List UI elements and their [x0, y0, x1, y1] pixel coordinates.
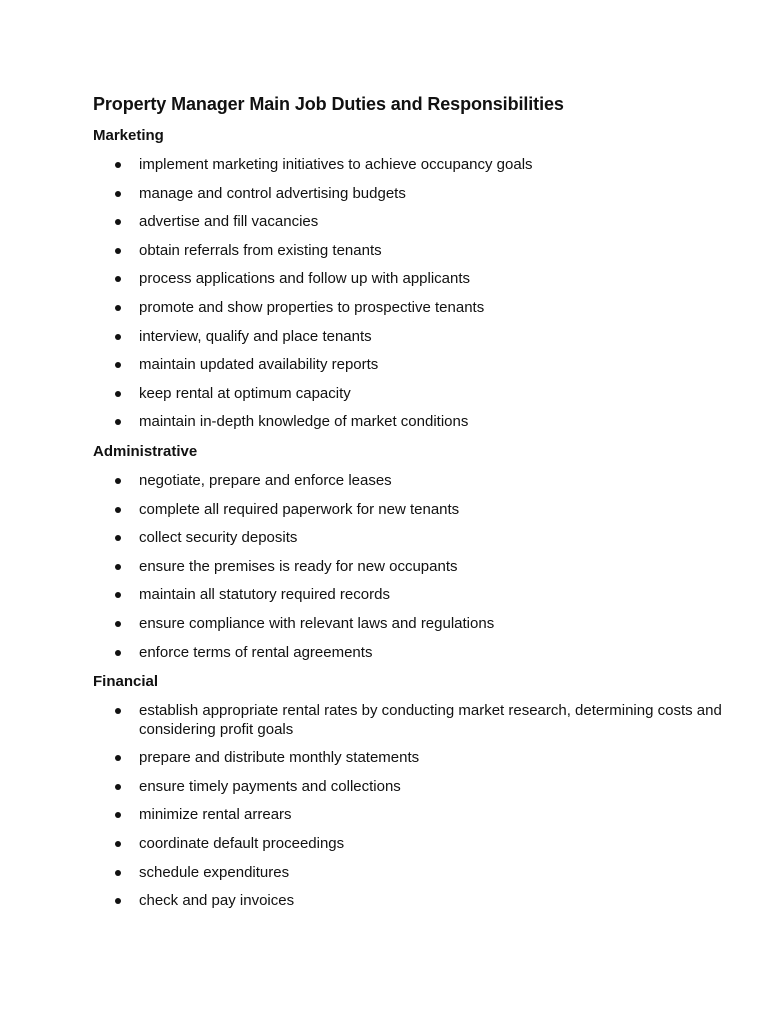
list-item-text: coordinate default proceedings [139, 835, 345, 853]
list-item [93, 156, 733, 175]
bullet-icon [115, 564, 121, 570]
list-item [93, 586, 733, 605]
bullet-icon [115, 841, 121, 847]
list-item-text: check and pay invoices [139, 892, 295, 910]
section-heading-marketing: Marketing [93, 127, 164, 144]
bullet-icon [115, 391, 121, 397]
list-item-text: prepare and distribute monthly statements [139, 749, 420, 767]
bullet-icon [115, 419, 121, 425]
page-title: Property Manager Main Job Duties and Responsibilities [93, 94, 564, 114]
list-item-text: manage and control advertising budgets [139, 184, 406, 202]
list-item-text: ensure the premises is ready for new occupants [139, 557, 458, 575]
list-item [93, 644, 733, 663]
list-item [93, 806, 733, 825]
list-item-text: ensure compliance with relevant laws and regulations [139, 614, 495, 632]
list-item-text: promote and show properties to prospective tenants [139, 298, 485, 316]
bullet-icon [115, 276, 121, 282]
list-item [93, 501, 733, 520]
list-item [93, 472, 733, 491]
list-item-text: maintain updated availability reports [139, 356, 379, 374]
list-item [93, 185, 733, 204]
list-item-text: complete all required paperwork for new tenants [139, 500, 460, 518]
bullet-icon [115, 708, 121, 714]
list-item-text: establish appropriate rental rates by conducting market research, determining costs and considering profit goals [139, 702, 722, 738]
bullet-icon [115, 650, 121, 656]
list-item [93, 778, 733, 797]
bullet-icon [115, 478, 121, 484]
list-item [93, 413, 733, 432]
list-item-text: obtain referrals from existing tenants [139, 241, 382, 259]
section-administrative [93, 442, 733, 662]
bullet-icon [115, 362, 121, 368]
bullet-icon [115, 784, 121, 790]
bullet-icon [115, 219, 121, 225]
list-item [93, 529, 733, 548]
bullet-icon [115, 812, 121, 818]
bullet-icon [115, 535, 121, 541]
list-item [93, 558, 733, 577]
section-financial [93, 672, 733, 911]
list-item [93, 270, 733, 289]
list-item-text: advertise and fill vacancies [139, 213, 319, 231]
list-item [93, 864, 733, 883]
document-content [93, 92, 733, 921]
bullet-icon [115, 334, 121, 340]
bullet-icon [115, 755, 121, 761]
list-item-text: ensure timely payments and collections [139, 777, 401, 795]
list-item-text: process applications and follow up with applicants [139, 270, 471, 288]
list-item [93, 892, 733, 911]
bullet-icon [115, 248, 121, 254]
list-item [93, 749, 733, 768]
list-item [93, 835, 733, 854]
section-heading-administrative: Administrative [93, 442, 198, 460]
section-heading-financial: Financial [93, 673, 159, 691]
list-item [93, 213, 733, 232]
list-item [93, 328, 733, 347]
list-item [93, 615, 733, 634]
list-item-text: implement marketing initiatives to achieve occupancy goals [139, 156, 533, 173]
list-item-text: maintain in-depth knowledge of market conditions [139, 413, 469, 431]
list-item-text: keep rental at optimum capacity [139, 384, 351, 402]
list-item-text: enforce terms of rental agreements [139, 643, 373, 661]
bullet-icon [115, 305, 121, 311]
financial-duty-list [93, 702, 733, 911]
list-item-text: interview, qualify and place tenants [139, 327, 372, 345]
bullet-icon [115, 592, 121, 598]
list-item-text: minimize rental arrears [139, 806, 292, 824]
bullet-icon [115, 621, 121, 627]
list-item-text: schedule expenditures [139, 863, 290, 881]
list-item [93, 299, 733, 318]
administrative-duty-list [93, 472, 733, 662]
list-item-text: negotiate, prepare and enforce leases [139, 471, 392, 489]
list-item-text: collect security deposits [139, 529, 298, 547]
list-item [93, 356, 733, 375]
marketing-duty-list [93, 156, 733, 432]
bullet-icon [115, 162, 121, 168]
bullet-icon [115, 191, 121, 197]
section-marketing [93, 126, 733, 432]
list-item [93, 242, 733, 261]
bullet-icon [115, 507, 121, 513]
list-item [93, 702, 733, 739]
bullet-icon [115, 870, 121, 876]
bullet-icon [115, 898, 121, 904]
list-item-text: maintain all statutory required records [139, 586, 390, 604]
list-item [93, 385, 733, 404]
